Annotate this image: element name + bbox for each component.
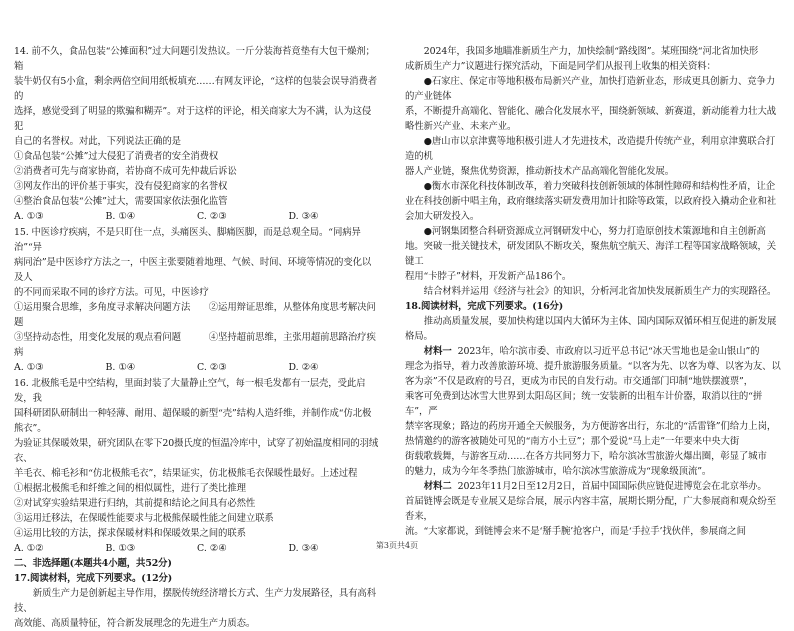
bullet-line: ●河钢集团整合科研资源成立河钢研发中心，努力打造原创技术策源地和自主创新高 <box>423 226 766 237</box>
q16-option-d[interactable]: D. ③④ <box>288 543 319 554</box>
right-column <box>405 44 781 539</box>
material-2-line: 首届链博会既是专业展又是综合展，展示内容丰富，展期长期分配，广大参展商和观众纷至沓来， <box>405 496 777 522</box>
q15-line: 15. 中医诊疗疾病，不是只盯住一点，头痛医头、脚痛医脚，而是总观全局。“同病异治”“异 <box>14 227 361 253</box>
q17-heading: 17.阅读材料，完成下列要求。(12分) <box>14 573 173 584</box>
material-1-line: 热情邀约的游客被随处可见的“南方小土豆”；那个爱说“马上走”一年要来中央大街 <box>405 436 740 447</box>
material-1-line: 街载歌载舞，与游客互动……在各方共同努力下，哈尔滨冰雪旅游火爆出圈，彰显了城市 <box>405 451 767 462</box>
q14-option-c[interactable]: C. ②③ <box>197 211 227 222</box>
q17-task: 结合材料并运用《经济与社会》的知识，分析河北省加快发展新质生产力的实现路径。 <box>423 286 777 297</box>
q14-option-b[interactable]: B. ①④ <box>105 211 136 222</box>
q16-statement-4: ④运用比较的方法，探求保暖材料和保暖效果之间的联系 <box>14 528 246 539</box>
q16-line: 国科研团队研制出一种轻薄、耐用、超保暖的新型“壳”结构人造纤维，并制作成“仿北极熊衣”。 <box>14 408 372 434</box>
section-2-heading: 二、非选择题(本题共4小题，共52分) <box>14 558 172 569</box>
q16-statement-2: ②对试穿实验结果进行归纳，其前提和结论之间具有必然性 <box>14 498 256 509</box>
material-1-line: 客为亲”不仅是政府的号召，更成为市民的自发行动。市交通部门印制“地铁摆渡票”， <box>405 376 753 387</box>
q16-line: 为验证其保暖效果，研究团队在零下20摄氏度的恒温冷库中，试穿了初始温度相同的羽绒衣、 <box>14 438 379 464</box>
q17-line: 新质生产力是创新起主导作用，摆脱传统经济增长方式、生产力发展路径，具有高科技、 <box>14 588 376 614</box>
q16-statement-1: ①根据北极熊毛和纤维之间的相似属性，进行了类比推理 <box>14 483 246 494</box>
bullet-line: 地。突破一批关键技术，研发团队不断攻关，聚焦航空航天、海洋工程等国家战略领域，关键工 <box>405 241 777 267</box>
material-2-line <box>405 479 781 494</box>
material-2-text: 2023年11月2日至12月2日，首届中国国际供应链促进博览会在北京举办。 <box>457 481 767 492</box>
q17-intro-line: 成新质生产力”议题进行探究活动，下面是同学们从报刊上收集的相关资料： <box>405 61 716 72</box>
material-1-label: 材料一 <box>423 346 452 357</box>
q14-statement-3: ③网友作出的评价基于事实，没有侵犯商家的名誉权 <box>14 181 228 192</box>
q15-line: 的不同而采取不同的诊疗方法。可见，中医诊疗 <box>14 287 209 298</box>
q16-statement-3: ③运用迁移法，在保暖性能要求与北极熊保暖性能之间建立联系 <box>14 513 274 524</box>
q18-heading: 18.阅读材料，完成下列要求。(16分) <box>405 301 564 312</box>
q15-option-d[interactable]: D. ②④ <box>288 362 319 373</box>
material-1-line: 禁宰客现象；路边的药房开通全天候服务，为方便游客出行，东北的“活雷锋”们给力上岗， <box>405 421 777 432</box>
q15-options <box>14 360 380 375</box>
q15-line: 病同治”是中医诊疗方法之一，中医主张要随着地理、气候、时间、环境等情况的变化以及人 <box>14 257 372 283</box>
q15-option-a[interactable]: A. ①③ <box>14 362 44 373</box>
bullet-line: 业在科技创新中唱主角，政府继续落实研发费用加计扣除等政策，以政府投入撬动企业和社 <box>405 196 777 207</box>
q16-option-a[interactable]: A. ①② <box>14 543 44 554</box>
material-1-text: 2023年，哈尔滨市委、市政府以习近平总书记“冰天雪地也是金山银山”的 <box>457 346 760 357</box>
q17-intro-line: 2024年，我国多地瞄准新质生产力，加快绘制“路线图”。某班围绕“河北省加快形 <box>423 46 759 57</box>
q15-statements-3-4: ③坚持动态性，用变化发展的观点看问题 ④坚持超前思维，主张用超前思路治疗疾病 <box>14 332 376 358</box>
bullet-line: ●石家庄、保定市等地积极布局新兴产业，加快打造新业态，形成更具创新力、竞争力的产业链体 <box>405 76 776 102</box>
q14-line: 14. 前不久，食品包装“公摊面积”过大问题引发热议。一斤分装海苔竟垫有大包干燥剂；箱 <box>14 46 375 72</box>
question-14 <box>14 44 380 224</box>
question-15 <box>14 225 380 375</box>
bullet-line: 会加大研发投入。 <box>405 211 480 222</box>
q15-option-b[interactable]: B. ①④ <box>105 362 136 373</box>
q15-statements-1-2: ①运用聚合思维，多角度寻求解决问题方法 ②运用辩证思维，从整体角度思考解决问题 <box>14 302 376 328</box>
material-2-line: 流。“大家都说，到链博会来不是‘掰手腕’抢客户，而是‘手拉手’找伙伴，参展商之间 <box>405 526 746 537</box>
material-1-line: 的魅力，成为今年冬季热门旅游城市，哈尔滨冰雪旅游成为“现象级顶流”。 <box>405 466 712 477</box>
q14-line: 自己的名誉权。对此，下列说法正确的是 <box>14 136 181 147</box>
page-number: 第3页共4页 <box>375 541 419 550</box>
material-1-line: 乘客可免费到达冰雪大世界到太阳岛区间；统一安装新的出租车计价器，取消以往的“拼车”，严 <box>405 391 763 417</box>
q18-intro-line: 推动高质量发展，要加快构建以国内大循环为主体、国内国际双循环相互促进的新发展 <box>423 316 777 327</box>
material-1-line: 理念为指导，着力改善旅游环境、提升旅游服务质量。“以客为先、以客为尊、以客为友、以 <box>405 361 781 372</box>
q14-line: 选择，感觉受到了明显的欺骗和糊弄”。对于这样的评论，相关商家大为不满，认为这侵犯 <box>14 106 372 132</box>
q16-line: 羊毛衣、棉毛衫和“仿北极熊毛衣”，结果证实，仿北极熊毛衣保暖性最好。上述过程 <box>14 468 358 479</box>
q16-line: 16. 北极熊毛是中空结构，里面封装了大量静止空气，每一根毛发都有一层壳，受此启发，我 <box>14 378 366 404</box>
bullet-line: 程用“卡脖子”材料，开发新产品186个。 <box>405 271 572 282</box>
material-1-line <box>405 344 781 359</box>
bullet-line: ●唐山市以京津冀等地积极引进人才先进技术，改造提升传统产业，利用京津冀联合打造的机 <box>405 136 776 162</box>
q16-option-b[interactable]: B. ①③ <box>105 543 136 554</box>
q14-line: 装牛奶仅有5小盒，剩余两倍空间用纸板填充……有网友评论，“这样的包装会误导消费者的 <box>14 76 378 102</box>
q14-option-d[interactable]: D. ③④ <box>288 211 319 222</box>
q17-line: 高效能、高质量特征，符合新发展理念的先进生产力质态。 <box>14 618 256 629</box>
q16-option-c[interactable]: C. ②④ <box>197 543 227 554</box>
q14-statement-1: ①食品包装“公摊”过大侵犯了消费者的安全消费权 <box>14 151 219 162</box>
material-2-label: 材料二 <box>423 481 452 492</box>
q15-option-c[interactable]: C. ②③ <box>197 362 227 373</box>
q14-option-a[interactable]: A. ①③ <box>14 211 44 222</box>
q14-statement-2: ②消费者可先与商家协商，若协商不成可先仲裁后诉讼 <box>14 166 237 177</box>
q18-intro-line: 格局。 <box>405 331 433 342</box>
q14-statement-4: ④整治食品包装“公摊”过大，需要国家依法强化监管 <box>14 196 228 207</box>
q14-options <box>14 209 380 224</box>
bullet-line: ●衡水市深化科技体制改革，着力突破科技创新领域的体制性障碍和结构性矛盾，让企 <box>423 181 776 192</box>
bullet-line: 系，不断提升高端化、智能化、融合化发展水平，围绕新领域、新赛道，新动能着力壮大战 <box>405 106 777 117</box>
bullet-line: 略性新兴产业、未来产业。 <box>405 121 517 132</box>
question-16 <box>14 376 380 556</box>
bullet-line: 器人产业链，聚焦优势资源，推动新技术产品高端化智能化发展。 <box>405 166 674 177</box>
